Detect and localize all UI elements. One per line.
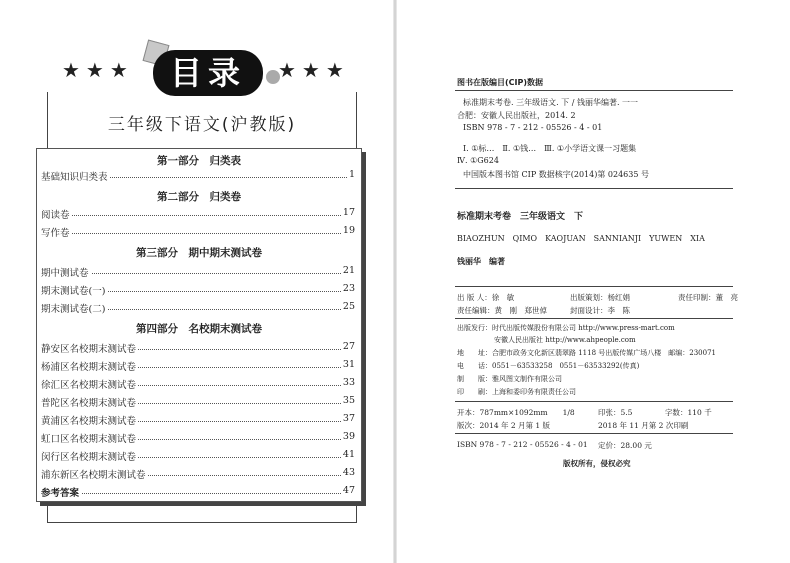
toc-entry-page: 37 bbox=[342, 413, 355, 424]
toc-entry[interactable] bbox=[37, 203, 361, 223]
toc-entry-label: 参考答案 bbox=[41, 485, 81, 499]
toc-entry-label: 期中测试卷 bbox=[41, 265, 91, 279]
toc-entry-page: 39 bbox=[342, 431, 355, 442]
toc-entry-label: 闵行区名校期末测试卷 bbox=[41, 449, 138, 463]
section-title: 第二部分 归类卷 bbox=[157, 191, 241, 203]
book-pinyin: BIAOZHUN QIMO KAOJUAN SANNIANJI YUWEN XIA bbox=[457, 234, 705, 243]
toc-entry[interactable] bbox=[37, 165, 361, 185]
toc-entry-label: 普陀区名校期末测试卷 bbox=[41, 395, 138, 409]
toc-entry-label: 虹口区名校期末测试卷 bbox=[41, 431, 138, 445]
cip-line: 标准期末考卷. 三年级语文. 下 / 钱丽华编著. 一一 bbox=[463, 98, 639, 107]
toc-entry-label: 基础知识归类表 bbox=[41, 169, 110, 183]
toc-entry-page: 25 bbox=[342, 301, 355, 312]
section-title: 第一部分 归类表 bbox=[157, 155, 241, 167]
publisher-line: 印 刷：上海和委印务有限责任公司 bbox=[457, 388, 576, 396]
toc-entry-label: 徐汇区名校期末测试卷 bbox=[41, 377, 138, 391]
star-row-left: ★★★ bbox=[62, 58, 134, 82]
cip-line: 中国版本图书馆 CIP 数据核字(2014)第 024635 号 bbox=[463, 170, 649, 179]
toc-entry-label: 写作卷 bbox=[41, 225, 72, 239]
cip-line: 合肥：安徽人民出版社，2014. 2 bbox=[457, 111, 576, 120]
publisher-line: 出版发行：时代出版传媒股份有限公司 http://www.press-mart.com bbox=[457, 324, 675, 332]
isbn: ISBN 978 - 7 - 212 - 05526 - 4 - 01 bbox=[457, 440, 588, 449]
toc-subtitle: 三年级下语文(沪教版) bbox=[107, 115, 297, 135]
toc-entry-label: 浦东新区名校期末测试卷 bbox=[41, 467, 148, 481]
toc-box bbox=[36, 148, 362, 502]
book-title: 标准期末考卷 三年级语文 下 bbox=[457, 212, 584, 222]
book-author: 钱丽华 编著 bbox=[457, 257, 505, 266]
divider bbox=[455, 401, 733, 402]
spec: 开本：787mm×1092mm 1/8 bbox=[457, 408, 575, 417]
toc-entry[interactable] bbox=[37, 297, 361, 317]
cip-line: Ⅰ. ①标… Ⅱ. ①钱… Ⅲ. ①小学语文课一习题集 bbox=[463, 144, 637, 153]
section-title: 第四部分 名校期末测试卷 bbox=[136, 323, 262, 335]
toc-entry[interactable] bbox=[37, 391, 361, 411]
toc-entry-label: 期末测试卷(一) bbox=[41, 283, 107, 297]
toc-title: 目录 bbox=[153, 50, 263, 96]
toc-entry[interactable] bbox=[37, 355, 361, 375]
toc-entry-page: 41 bbox=[342, 449, 355, 460]
spec: 版次：2014 年 2 月第 1 版 bbox=[457, 421, 551, 430]
toc-entry-label: 阅读卷 bbox=[41, 207, 72, 221]
cip-line: Ⅳ. ①G624 bbox=[457, 156, 499, 165]
toc-entry-page: 33 bbox=[342, 377, 355, 388]
toc-entry-page: 43 bbox=[342, 467, 355, 478]
section-title: 第三部分 期中期末测试卷 bbox=[136, 247, 262, 259]
credit: 封面设计：李 陈 bbox=[570, 306, 630, 315]
divider bbox=[455, 318, 733, 319]
toc-entry[interactable] bbox=[37, 373, 361, 393]
toc-entry[interactable] bbox=[37, 409, 361, 429]
publisher-line: 安徽人民出版社 http://www.ahpeople.com bbox=[494, 336, 636, 344]
toc-entry-page: 47 bbox=[342, 485, 355, 496]
toc-entry-page: 31 bbox=[342, 359, 355, 370]
toc-entry-page: 17 bbox=[342, 207, 355, 218]
cip-heading: 图书在版编目(CIP)数据 bbox=[457, 78, 544, 87]
spec: 2018 年 11 月第 2 次印刷 bbox=[598, 421, 689, 430]
toc-entry[interactable] bbox=[37, 261, 361, 281]
publisher-line: 制 版：雅风图文制作有限公司 bbox=[457, 375, 562, 383]
toc-entry[interactable] bbox=[37, 337, 361, 357]
toc-entry-label: 黄浦区名校期末测试卷 bbox=[41, 413, 138, 427]
toc-entry[interactable] bbox=[37, 221, 361, 241]
credit: 责任印制：董 亮 bbox=[678, 293, 738, 302]
toc-entry-page: 35 bbox=[342, 395, 355, 406]
publisher-line: 电 话：0551－63533258 0551－63533292(传真) bbox=[457, 362, 640, 370]
divider bbox=[455, 433, 733, 434]
cip-line: ISBN 978 - 7 - 212 - 05526 - 4 - 01 bbox=[463, 123, 603, 132]
copyright-page bbox=[395, 0, 790, 563]
toc-entry-label: 杨浦区名校期末测试卷 bbox=[41, 359, 138, 373]
toc-entry[interactable] bbox=[37, 463, 361, 483]
spec: 字数：110 千 bbox=[665, 408, 712, 417]
price: 定价：28.00 元 bbox=[598, 441, 652, 450]
spec: 印张：5.5 bbox=[598, 408, 633, 417]
toc-entry[interactable] bbox=[37, 427, 361, 447]
credit: 责任编辑：黄 刚 郑世倬 bbox=[457, 306, 547, 315]
publisher-line: 地 址：合肥市政务文化新区翡翠路 1118 号出版传媒广场八楼 邮编：230071 bbox=[457, 349, 716, 357]
toc-entry-page: 1 bbox=[348, 169, 355, 180]
toc-entry[interactable] bbox=[37, 279, 361, 299]
credit: 出 版 人：徐 敏 bbox=[457, 293, 515, 302]
divider bbox=[455, 286, 733, 287]
toc-entry-page: 21 bbox=[342, 265, 355, 276]
rights-notice: 版权所有，侵权必究 bbox=[563, 459, 631, 468]
toc-entry[interactable] bbox=[37, 445, 361, 465]
star-row-right: ★★★ bbox=[278, 58, 350, 82]
toc-entry-page: 23 bbox=[342, 283, 355, 294]
divider bbox=[455, 90, 733, 91]
toc-entry-label: 静安区名校期末测试卷 bbox=[41, 341, 138, 355]
divider bbox=[455, 188, 733, 189]
toc-entry-label: 期末测试卷(二) bbox=[41, 301, 107, 315]
credit: 出版策划：杨红娟 bbox=[570, 293, 630, 302]
toc-entry-page: 27 bbox=[342, 341, 355, 352]
toc-entry-page: 19 bbox=[342, 225, 355, 236]
toc-entry-answers[interactable] bbox=[37, 481, 361, 501]
